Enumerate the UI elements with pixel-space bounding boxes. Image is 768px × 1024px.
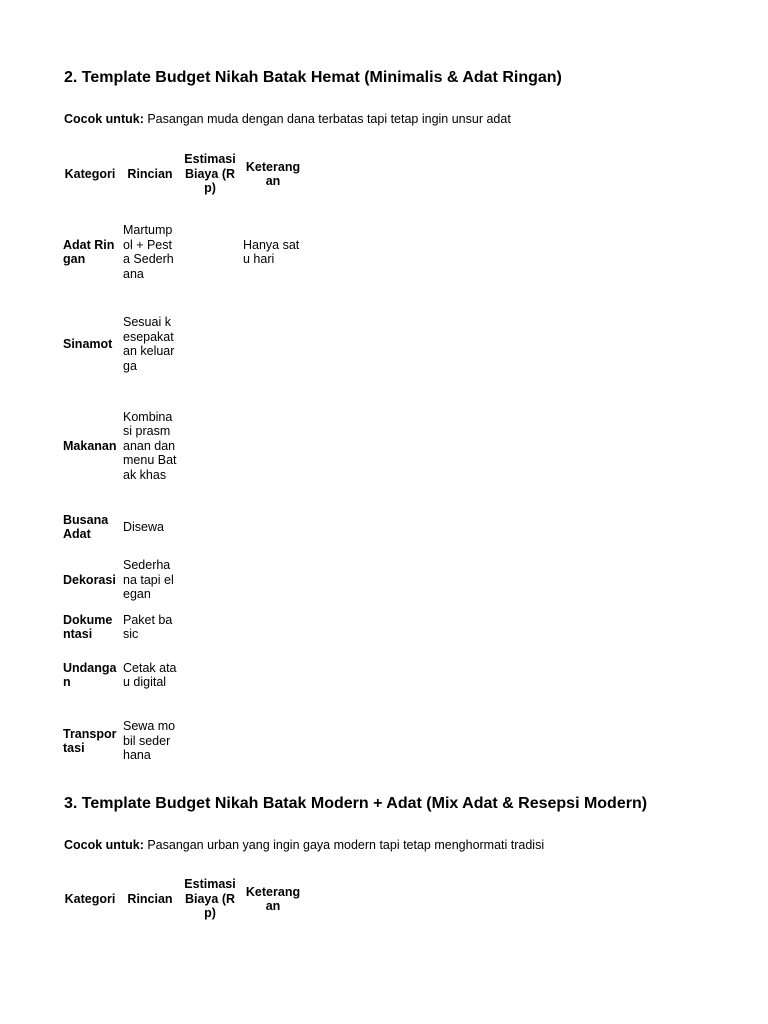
section-2-suitable-text: Pasangan muda dengan dana terbatas tapi tetap ingin unsur adat (143, 112, 511, 126)
section-3-title: 3. Template Budget Nikah Batak Modern + Adat (Mix Adat & Resepsi Modern) (64, 795, 648, 812)
header-rincian: Rincian (127, 891, 173, 906)
row-kategori: Busana Adat (63, 512, 109, 541)
header-kategori: Kategori (64, 891, 116, 906)
row-kategori: Sinamot (63, 336, 113, 351)
row-biaya (180, 390, 240, 502)
table-row (60, 608, 306, 646)
table-header-row (60, 867, 306, 931)
row-biaya (180, 646, 240, 704)
row-biaya (180, 206, 240, 298)
section-2-suitable-label: Cocok untuk: (64, 112, 144, 126)
row-rincian: Disewa (123, 519, 164, 534)
row-keterangan (240, 608, 306, 646)
table-row (60, 206, 306, 298)
row-biaya (180, 552, 240, 608)
row-kategori: Adat Ringan (63, 237, 115, 266)
row-rincian: Sederhana tapi elegan (123, 558, 174, 602)
row-kategori: Dokumentasi (63, 612, 113, 641)
table-header-row (60, 142, 306, 206)
row-kategori: Makanan (63, 438, 117, 453)
row-biaya (180, 608, 240, 646)
table-row (60, 552, 306, 608)
row-keterangan (240, 502, 306, 552)
table-row (60, 298, 306, 390)
row-keterangan (240, 390, 306, 502)
row-rincian: Martumpol + Pesta Sederhana (123, 223, 174, 281)
row-keterangan (240, 298, 306, 390)
header-keterangan: Keterangan (245, 159, 301, 188)
row-kategori: Transportasi (63, 726, 117, 755)
table-row (60, 502, 306, 552)
row-keterangan (240, 552, 306, 608)
table-row (60, 646, 306, 704)
row-keterangan (240, 704, 306, 778)
header-estimasi-biaya: Estimasi Biaya (Rp) (184, 877, 236, 921)
row-keterangan: Hanya satu hari (243, 237, 300, 266)
header-estimasi-biaya: Estimasi Biaya (Rp) (184, 152, 236, 196)
row-biaya (180, 298, 240, 390)
row-biaya (180, 502, 240, 552)
section-3-suitable-for (64, 837, 544, 853)
section-3-suitable-text: Pasangan urban yang ingin gaya modern tapi tetap menghormati tradisi (143, 838, 545, 852)
row-rincian: Paket basic (123, 612, 173, 641)
row-rincian: Kombinasi prasmanan dan menu Batak khas (123, 409, 177, 482)
header-keterangan: Keterangan (245, 884, 301, 913)
table-row (60, 704, 306, 778)
section-2-title: 2. Template Budget Nikah Batak Hemat (Minimalis & Adat Ringan) (64, 69, 562, 86)
table-row (60, 390, 306, 502)
row-kategori: Dekorasi (63, 572, 116, 587)
header-kategori: Kategori (64, 166, 116, 181)
row-keterangan (240, 646, 306, 704)
row-rincian: Sesuai kesepakatan keluarga (123, 315, 175, 373)
row-kategori: Undangan (63, 660, 117, 689)
section-3-suitable-label: Cocok untuk: (64, 838, 144, 852)
section-2-budget-table (60, 142, 306, 778)
section-3-budget-table (60, 867, 306, 931)
row-biaya (180, 704, 240, 778)
row-rincian: Cetak atau digital (123, 660, 177, 689)
section-2-suitable-for (64, 111, 511, 127)
header-rincian: Rincian (127, 166, 173, 181)
row-rincian: Sewa mobil sederhana (123, 719, 176, 763)
